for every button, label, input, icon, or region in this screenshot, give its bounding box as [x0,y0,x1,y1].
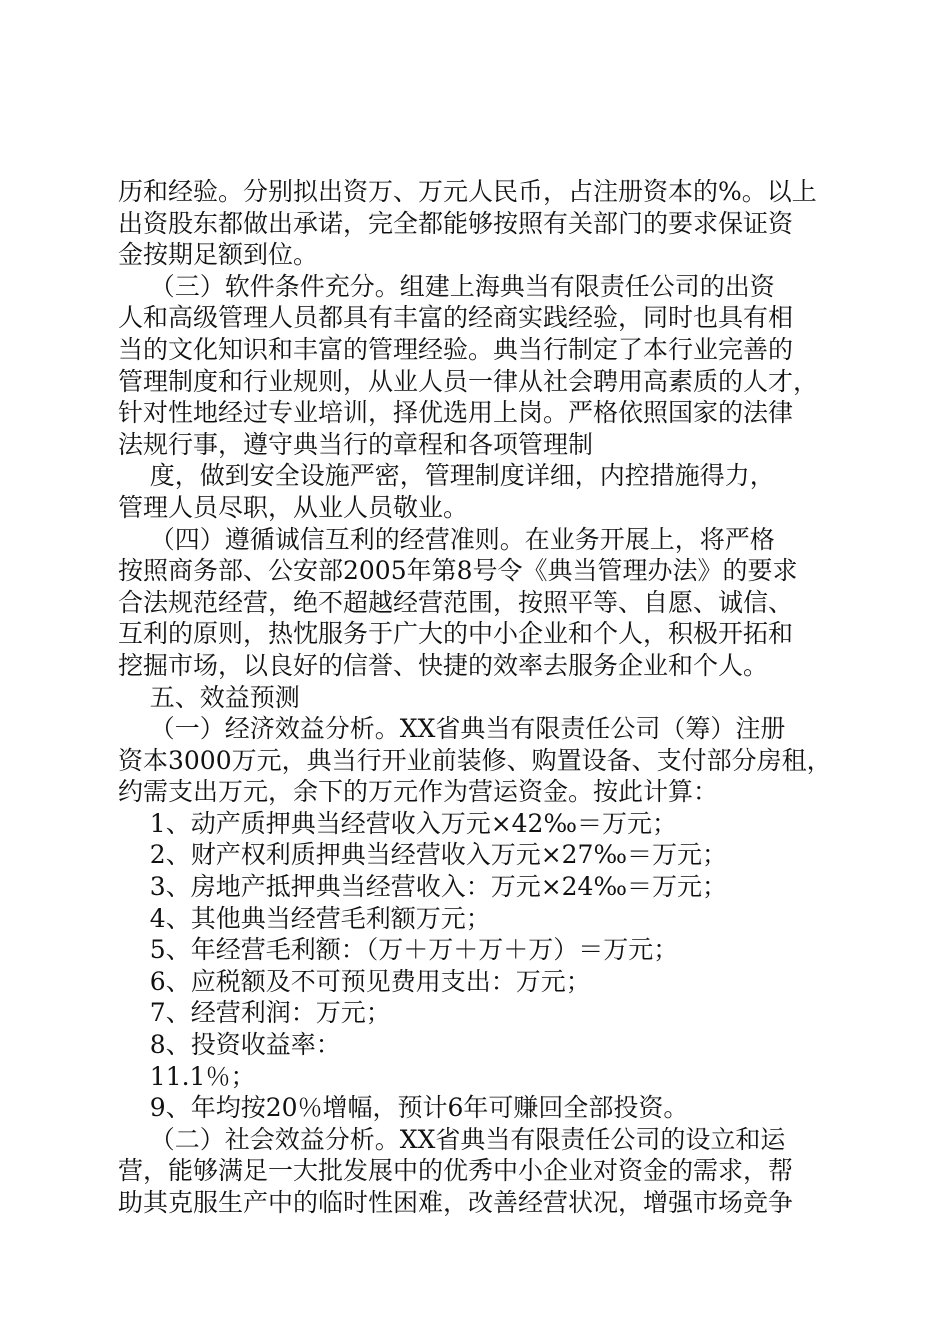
document-body [118,176,838,1219]
text-line: （四）遵循诚信互利的经营准则。在业务开展上，将严格 [118,524,775,554]
text-line: 度，做到安全设施严密，管理制度详细，内控措施得力， [118,461,775,491]
text-line: 管理制度和行业规则，从业人员一律从社会聘用高素质的人才， [118,366,819,396]
text-line: 资本3000万元，典当行开业前装修、购置设备、支付部分房租， [118,745,832,775]
list-item: 11.1％； [118,1061,256,1091]
text-line: 法规行事，遵守典当行的章程和各项管理制 [118,429,594,459]
list-item: 5、年经营毛利额：（万＋万＋万＋万）＝万元； [118,935,679,965]
list-item: 6、应税额及不可预见费用支出：万元； [118,966,591,996]
list-item: 1、动产质押典当经营收入万元×42‰＝万元； [118,808,677,838]
text-line: （一）经济效益分析。XX省典当有限责任公司（筹）注册 [118,714,786,744]
text-line: 挖掘市场，以良好的信誉、快捷的效率去服务企业和个人。 [118,650,769,680]
text-line: 合法规范经营，绝不超越经营范围，按照平等、自愿、诚信、 [118,587,794,617]
list-item: 9、年均按20％增幅，预计6年可赚回全部投资。 [118,1093,689,1123]
text-line: 助其克服生产中的临时性困难，改善经营状况，增强市场竞争 [118,1188,794,1217]
text-line: 人和高级管理人员都具有丰富的经商实践经验，同时也具有相 [118,303,794,333]
text-line: 金按期足额到位。 [118,240,319,270]
text-line: 管理人员尽职，从业人员敬业。 [118,492,469,522]
section-heading: 五、效益预测 [118,682,300,712]
text-line: 出资股东都做出承诺，完全都能够按照有关部门的要求保证资 [118,208,794,238]
list-item: 2、财产权利质押典当经营收入万元×27‰＝万元； [118,840,727,870]
text-line: 当的文化知识和丰富的管理经验。典当行制定了本行业完善的 [118,334,794,364]
list-item: 4、其他典当经营毛利额万元； [118,903,491,933]
text-line: 历和经验。分别拟出资万、万元人民币，占注册资本的%。以上 [118,177,817,206]
list-item: 7、经营利润：万元； [118,998,391,1028]
text-line: （二）社会效益分析。XX省典当有限责任公司的设立和运 [118,1124,786,1154]
text-line: 互利的原则，热忱服务于广大的中小企业和个人，积极开拓和 [118,619,794,649]
text-line: （三）软件条件充分。组建上海典当有限责任公司的出资 [118,271,775,301]
list-item: 3、房地产抵押典当经营收入：万元×24‰＝万元； [118,872,727,902]
text-line: 营，能够满足一大批发展中的优秀中小企业对资金的需求，帮 [118,1156,794,1186]
text-line: 按照商务部、公安部2005年第8号令《典当管理办法》的要求 [118,556,798,586]
text-line: 针对性地经过专业培训，择优选用上岗。严格依照国家的法律 [118,398,794,428]
list-item: 8、投资收益率： [118,1030,341,1060]
text-line: 约需支出万元，余下的万元作为营运资金。按此计算： [118,777,719,807]
